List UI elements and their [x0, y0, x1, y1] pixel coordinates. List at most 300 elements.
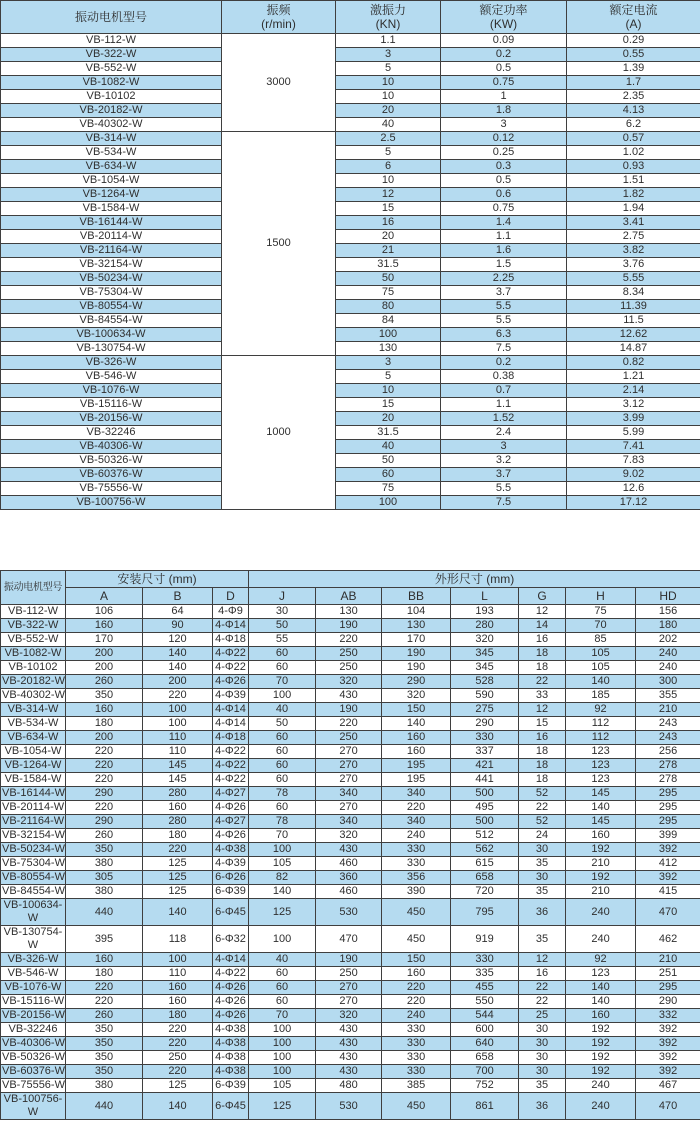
table-cell: 140: [143, 647, 213, 661]
table-cell: 512: [451, 829, 519, 843]
table-cell: 430: [316, 1023, 382, 1037]
table-cell: 18: [519, 647, 566, 661]
table-cell: 106: [66, 605, 143, 619]
table-cell: 160: [566, 829, 636, 843]
table-row: [1, 1037, 700, 1051]
table-cell: 140: [566, 801, 636, 815]
table-cell: 6-Φ45: [213, 899, 249, 926]
table-cell: 220: [382, 995, 451, 1009]
table-cell: 192: [566, 1037, 636, 1051]
table-cell: 40: [336, 118, 441, 132]
table-cell: 160: [66, 619, 143, 633]
table-cell: 202: [636, 633, 700, 647]
table-cell: 112: [566, 717, 636, 731]
table-cell: 60: [249, 759, 316, 773]
table-cell: 55: [249, 633, 316, 647]
dimensions-table-body: [1, 605, 700, 1120]
table-cell: 118: [143, 926, 213, 953]
table-cell: 11.39: [567, 300, 700, 314]
table-cell: 1.39: [567, 62, 700, 76]
table-row: [1, 1065, 700, 1079]
model-cell: VB-634-W: [1, 160, 222, 174]
dimensions-table-header: [1, 571, 700, 605]
table-cell: 40: [249, 953, 316, 967]
model-cell: VB-634-W: [1, 731, 66, 745]
table-cell: 290: [66, 815, 143, 829]
table-cell: 22: [519, 675, 566, 689]
table-cell: 220: [66, 759, 143, 773]
table-row: [1, 995, 700, 1009]
table-cell: 78: [249, 787, 316, 801]
table-cell: 75: [336, 286, 441, 300]
table-cell: 392: [636, 1037, 700, 1051]
table-cell: 4-Φ26: [213, 801, 249, 815]
column-header: D: [213, 588, 249, 605]
table-cell: 60: [249, 745, 316, 759]
table-cell: 140: [143, 1093, 213, 1120]
table-cell: 30: [519, 871, 566, 885]
table-cell: 1.5: [441, 258, 567, 272]
table-cell: 100: [249, 1051, 316, 1065]
model-cell: VB-50234-W: [1, 272, 222, 286]
table-cell: 30: [519, 1051, 566, 1065]
model-cell: VB-20114-W: [2, 801, 65, 813]
table-cell: 3.12: [567, 398, 700, 412]
column-header: BB: [382, 588, 451, 605]
table-cell: 3.7: [441, 468, 567, 482]
table-cell: 123: [566, 773, 636, 787]
model-cell: VB-16144-W: [2, 787, 65, 799]
table-cell: 50: [249, 619, 316, 633]
table-cell: 470: [636, 899, 700, 926]
table-cell: 240: [566, 1093, 636, 1120]
table-cell: 240: [636, 661, 700, 675]
table-cell: 220: [66, 745, 143, 759]
table-cell: 10: [336, 174, 441, 188]
header-row: [1, 1, 700, 34]
table-cell: 192: [566, 871, 636, 885]
column-header: HD: [636, 588, 700, 605]
table-cell: 1: [441, 90, 567, 104]
table-cell: 337: [451, 745, 519, 759]
table-cell: 4-Φ38: [213, 1051, 249, 1065]
table-cell: 305: [66, 871, 143, 885]
model-cell: VB-130754-W: [1, 926, 66, 953]
table-cell: 295: [636, 787, 700, 801]
table-cell: 4-Φ22: [213, 647, 249, 661]
table-cell: 430: [316, 689, 382, 703]
table-cell: 100: [336, 496, 441, 510]
table-cell: 275: [451, 703, 519, 717]
table-cell: 350: [66, 689, 143, 703]
table-cell: 270: [316, 995, 382, 1009]
table-cell: 100: [249, 1065, 316, 1079]
table-cell: 105: [249, 857, 316, 871]
table-cell: 250: [316, 661, 382, 675]
table-cell: 210: [566, 857, 636, 871]
model-cell: VB-1584-W: [1, 773, 66, 787]
table-cell: 7.83: [567, 454, 700, 468]
table-row: [1, 216, 700, 230]
table-cell: 320: [382, 689, 451, 703]
table-cell: 440: [66, 899, 143, 926]
table-cell: 78: [249, 815, 316, 829]
model-cell: VB-112-W: [1, 605, 66, 619]
table-cell: 35: [519, 926, 566, 953]
header-group-row: [1, 571, 700, 588]
table-row: [1, 300, 700, 314]
model-cell: VB-32154-W: [1, 258, 222, 272]
frequency-cell: 3000: [222, 34, 336, 132]
table-cell: 90: [143, 619, 213, 633]
table-cell: 919: [451, 926, 519, 953]
table-cell: 92: [566, 703, 636, 717]
table-row: [1, 398, 700, 412]
table-row: [1, 328, 700, 342]
table-cell: 260: [66, 675, 143, 689]
table-cell: 795: [451, 899, 519, 926]
table-cell: 4-Φ14: [213, 619, 249, 633]
table-cell: 470: [636, 1093, 700, 1120]
column-header: 激振力 (KN): [336, 1, 441, 34]
table-row: [1, 773, 700, 787]
table-cell: 4-Φ38: [213, 1065, 249, 1079]
table-cell: 2.75: [567, 230, 700, 244]
table-cell: 1.7: [567, 76, 700, 90]
table-cell: 450: [382, 1093, 451, 1120]
table-cell: 36: [519, 1093, 566, 1120]
table-cell: 270: [316, 759, 382, 773]
table-cell: 330: [451, 953, 519, 967]
table-cell: 4-Φ22: [213, 759, 249, 773]
table-row: [1, 230, 700, 244]
table-cell: 3: [336, 356, 441, 370]
model-cell: VB-1082-W: [1, 647, 66, 661]
table-cell: 399: [636, 829, 700, 843]
table-cell: 35: [519, 857, 566, 871]
table-row: [1, 174, 700, 188]
table-cell: 50: [336, 272, 441, 286]
table-cell: 4-Φ14: [213, 953, 249, 967]
table-cell: 1.8: [441, 104, 567, 118]
table-row: [1, 787, 700, 801]
table-cell: 360: [316, 871, 382, 885]
table-cell: 220: [382, 801, 451, 815]
table-cell: 0.75: [441, 76, 567, 90]
table-row: [1, 356, 700, 370]
table-cell: 14.87: [567, 342, 700, 356]
table-cell: 390: [382, 885, 451, 899]
table-cell: 3: [441, 118, 567, 132]
table-cell: 500: [451, 787, 519, 801]
table-cell: 200: [66, 661, 143, 675]
table-cell: 3.41: [567, 216, 700, 230]
table-cell: 200: [66, 731, 143, 745]
table-cell: 340: [316, 787, 382, 801]
table-cell: 467: [636, 1079, 700, 1093]
table-cell: 0.2: [441, 356, 567, 370]
table-cell: 550: [451, 995, 519, 1009]
table-cell: 290: [382, 675, 451, 689]
table-cell: 0.29: [567, 34, 700, 48]
model-cell: VB-75556-W: [2, 1079, 65, 1091]
table-cell: 10: [336, 384, 441, 398]
table-cell: 160: [143, 981, 213, 995]
table-cell: 752: [451, 1079, 519, 1093]
table-cell: 330: [451, 731, 519, 745]
table-cell: 120: [143, 633, 213, 647]
table-cell: 5.5: [441, 482, 567, 496]
table-cell: 1.1: [336, 34, 441, 48]
table-row: [1, 801, 700, 815]
table-cell: 345: [451, 647, 519, 661]
table-cell: 1.4: [441, 216, 567, 230]
model-cell: VB-1584-W: [1, 202, 222, 216]
table-cell: 4.13: [567, 104, 700, 118]
table-row: [1, 188, 700, 202]
model-cell: VB-20182-W: [1, 104, 222, 118]
table-cell: 60: [249, 647, 316, 661]
model-cell: VB-10102: [1, 90, 222, 104]
table-cell: 240: [382, 1009, 451, 1023]
table-cell: 4-Φ38: [213, 1037, 249, 1051]
table-cell: 30: [519, 843, 566, 857]
table-cell: 220: [143, 1065, 213, 1079]
table-cell: 80: [336, 300, 441, 314]
table-cell: 30: [519, 1037, 566, 1051]
table-cell: 35: [519, 885, 566, 899]
table-cell: 17.12: [567, 496, 700, 510]
table-cell: 140: [249, 885, 316, 899]
model-cell: VB-75304-W: [1, 286, 222, 300]
table-cell: 4-Φ22: [213, 773, 249, 787]
model-cell: VB-546-W: [1, 370, 222, 384]
table-cell: 21: [336, 244, 441, 258]
table-cell: 145: [143, 759, 213, 773]
table-cell: 10: [336, 76, 441, 90]
table-cell: 700: [451, 1065, 519, 1079]
table-cell: 52: [519, 815, 566, 829]
model-cell: VB-322-W: [1, 619, 66, 633]
table-cell: 3: [441, 440, 567, 454]
table-cell: 92: [566, 953, 636, 967]
table-cell: 180: [636, 619, 700, 633]
table-cell: 5: [336, 62, 441, 76]
table-cell: 75: [336, 482, 441, 496]
group-header: 安装尺寸 (mm): [66, 571, 249, 588]
table-cell: 123: [566, 745, 636, 759]
table-cell: 160: [382, 731, 451, 745]
table-cell: 125: [143, 871, 213, 885]
table-cell: 140: [566, 995, 636, 1009]
table-cell: 250: [143, 1051, 213, 1065]
table-cell: 562: [451, 843, 519, 857]
table-row: [1, 871, 700, 885]
table-row: [1, 815, 700, 829]
table-cell: 290: [451, 717, 519, 731]
table-cell: 190: [382, 647, 451, 661]
table-cell: 8.34: [567, 286, 700, 300]
table-cell: 170: [382, 633, 451, 647]
model-cell: VB-1264-W: [1, 759, 66, 773]
model-cell: VB-21164-W: [1, 244, 222, 258]
table-cell: 160: [382, 745, 451, 759]
table-cell: 600: [451, 1023, 519, 1037]
table-cell: 6-Φ32: [213, 926, 249, 953]
table-cell: 4-Φ39: [213, 689, 249, 703]
table-cell: 30: [519, 1023, 566, 1037]
table-cell: 84: [336, 314, 441, 328]
table-row: [1, 689, 700, 703]
table-cell: 20: [336, 230, 441, 244]
table-cell: 330: [382, 1037, 451, 1051]
table-cell: 4-Φ27: [213, 787, 249, 801]
table-cell: 260: [66, 829, 143, 843]
table-cell: 195: [382, 759, 451, 773]
table-cell: 6-Φ39: [213, 1079, 249, 1093]
table-row: [1, 384, 700, 398]
table-cell: 5.55: [567, 272, 700, 286]
table-cell: 4-Φ26: [213, 995, 249, 1009]
table-cell: 192: [566, 1023, 636, 1037]
table-cell: 18: [519, 759, 566, 773]
table-cell: 355: [636, 689, 700, 703]
table-cell: 5.99: [567, 426, 700, 440]
table-cell: 392: [636, 1023, 700, 1037]
table-cell: 10: [336, 90, 441, 104]
column-header: L: [451, 588, 519, 605]
table-cell: 16: [336, 216, 441, 230]
table-row: [1, 412, 700, 426]
table-cell: 4-Φ18: [213, 633, 249, 647]
table-cell: 300: [636, 675, 700, 689]
table-row: [1, 426, 700, 440]
table-row: [1, 258, 700, 272]
table-cell: 530: [316, 899, 382, 926]
table-cell: 125: [249, 1093, 316, 1120]
model-cell: VB-50326-W: [1, 454, 222, 468]
model-cell: VB-15116-W: [1, 398, 222, 412]
table-cell: 105: [249, 1079, 316, 1093]
table-cell: 345: [451, 661, 519, 675]
model-cell: VB-50234-W: [2, 843, 65, 855]
table-cell: 210: [566, 885, 636, 899]
table-row: [1, 1051, 700, 1065]
table-cell: 392: [636, 1051, 700, 1065]
table-cell: 220: [66, 801, 143, 815]
table-cell: 270: [316, 981, 382, 995]
table-cell: 415: [636, 885, 700, 899]
table-cell: 190: [316, 703, 382, 717]
table-cell: 12.6: [567, 482, 700, 496]
table-cell: 12.62: [567, 328, 700, 342]
table-cell: 123: [566, 759, 636, 773]
table-cell: 190: [382, 661, 451, 675]
table-cell: 240: [566, 1079, 636, 1093]
column-header: G: [519, 588, 566, 605]
table-cell: 145: [566, 815, 636, 829]
model-cell: VB-552-W: [1, 62, 222, 76]
table-cell: 160: [66, 953, 143, 967]
table-row: [1, 272, 700, 286]
table-cell: 70: [249, 675, 316, 689]
table-cell: 270: [316, 745, 382, 759]
table-cell: 380: [66, 885, 143, 899]
table-cell: 156: [636, 605, 700, 619]
table-cell: 290: [636, 995, 700, 1009]
table-cell: 6.2: [567, 118, 700, 132]
table-cell: 52: [519, 787, 566, 801]
model-cell: VB-100756-W: [1, 496, 222, 510]
table-cell: 125: [143, 857, 213, 871]
table-cell: 392: [636, 871, 700, 885]
model-cell: VB-326-W: [1, 953, 66, 967]
table-row: [1, 342, 700, 356]
model-cell: VB-50326-W: [2, 1051, 65, 1063]
table-cell: 1.94: [567, 202, 700, 216]
table-row: [1, 1093, 700, 1120]
table-cell: 4-Φ14: [213, 717, 249, 731]
table-cell: 295: [636, 981, 700, 995]
table-cell: 0.57: [567, 132, 700, 146]
table-cell: 0.75: [441, 202, 567, 216]
model-cell: VB-326-W: [1, 356, 222, 370]
table-cell: 440: [66, 1093, 143, 1120]
table-cell: 150: [382, 703, 451, 717]
model-cell: VB-75556-W: [1, 482, 222, 496]
table-cell: 430: [316, 843, 382, 857]
table-cell: 250: [316, 967, 382, 981]
table-cell: 3.76: [567, 258, 700, 272]
group-header: 外形尺寸 (mm): [249, 571, 700, 588]
table-cell: 60: [249, 773, 316, 787]
table-cell: 75: [566, 605, 636, 619]
column-header: 额定功率 (KW): [441, 1, 567, 34]
model-cell: VB-534-W: [1, 717, 66, 731]
table-cell: 180: [66, 967, 143, 981]
table-cell: 180: [143, 829, 213, 843]
table-cell: 16: [519, 731, 566, 745]
table-row: [1, 967, 700, 981]
table-cell: 15: [336, 398, 441, 412]
table-cell: 385: [382, 1079, 451, 1093]
table-cell: 145: [143, 773, 213, 787]
table-cell: 210: [636, 953, 700, 967]
model-cell: VB-1076-W: [1, 384, 222, 398]
column-header: 振动电机型号: [1, 1, 222, 34]
table-cell: 2.25: [441, 272, 567, 286]
table-cell: 220: [66, 981, 143, 995]
table-cell: 720: [451, 885, 519, 899]
table-cell: 278: [636, 773, 700, 787]
table-row: [1, 132, 700, 146]
table-cell: 125: [249, 899, 316, 926]
model-cell: VB-322-W: [1, 48, 222, 62]
table-cell: 330: [382, 843, 451, 857]
table-cell: 0.09: [441, 34, 567, 48]
table-cell: 320: [316, 829, 382, 843]
table-cell: 160: [382, 967, 451, 981]
table-cell: 658: [451, 1051, 519, 1065]
table-cell: 3.82: [567, 244, 700, 258]
table-cell: 100: [249, 1023, 316, 1037]
table-cell: 421: [451, 759, 519, 773]
table-cell: 330: [382, 1051, 451, 1065]
table-cell: 7.5: [441, 496, 567, 510]
table-cell: 105: [566, 661, 636, 675]
model-cell: VB-40306-W: [2, 1037, 65, 1049]
table-cell: 3.2: [441, 454, 567, 468]
